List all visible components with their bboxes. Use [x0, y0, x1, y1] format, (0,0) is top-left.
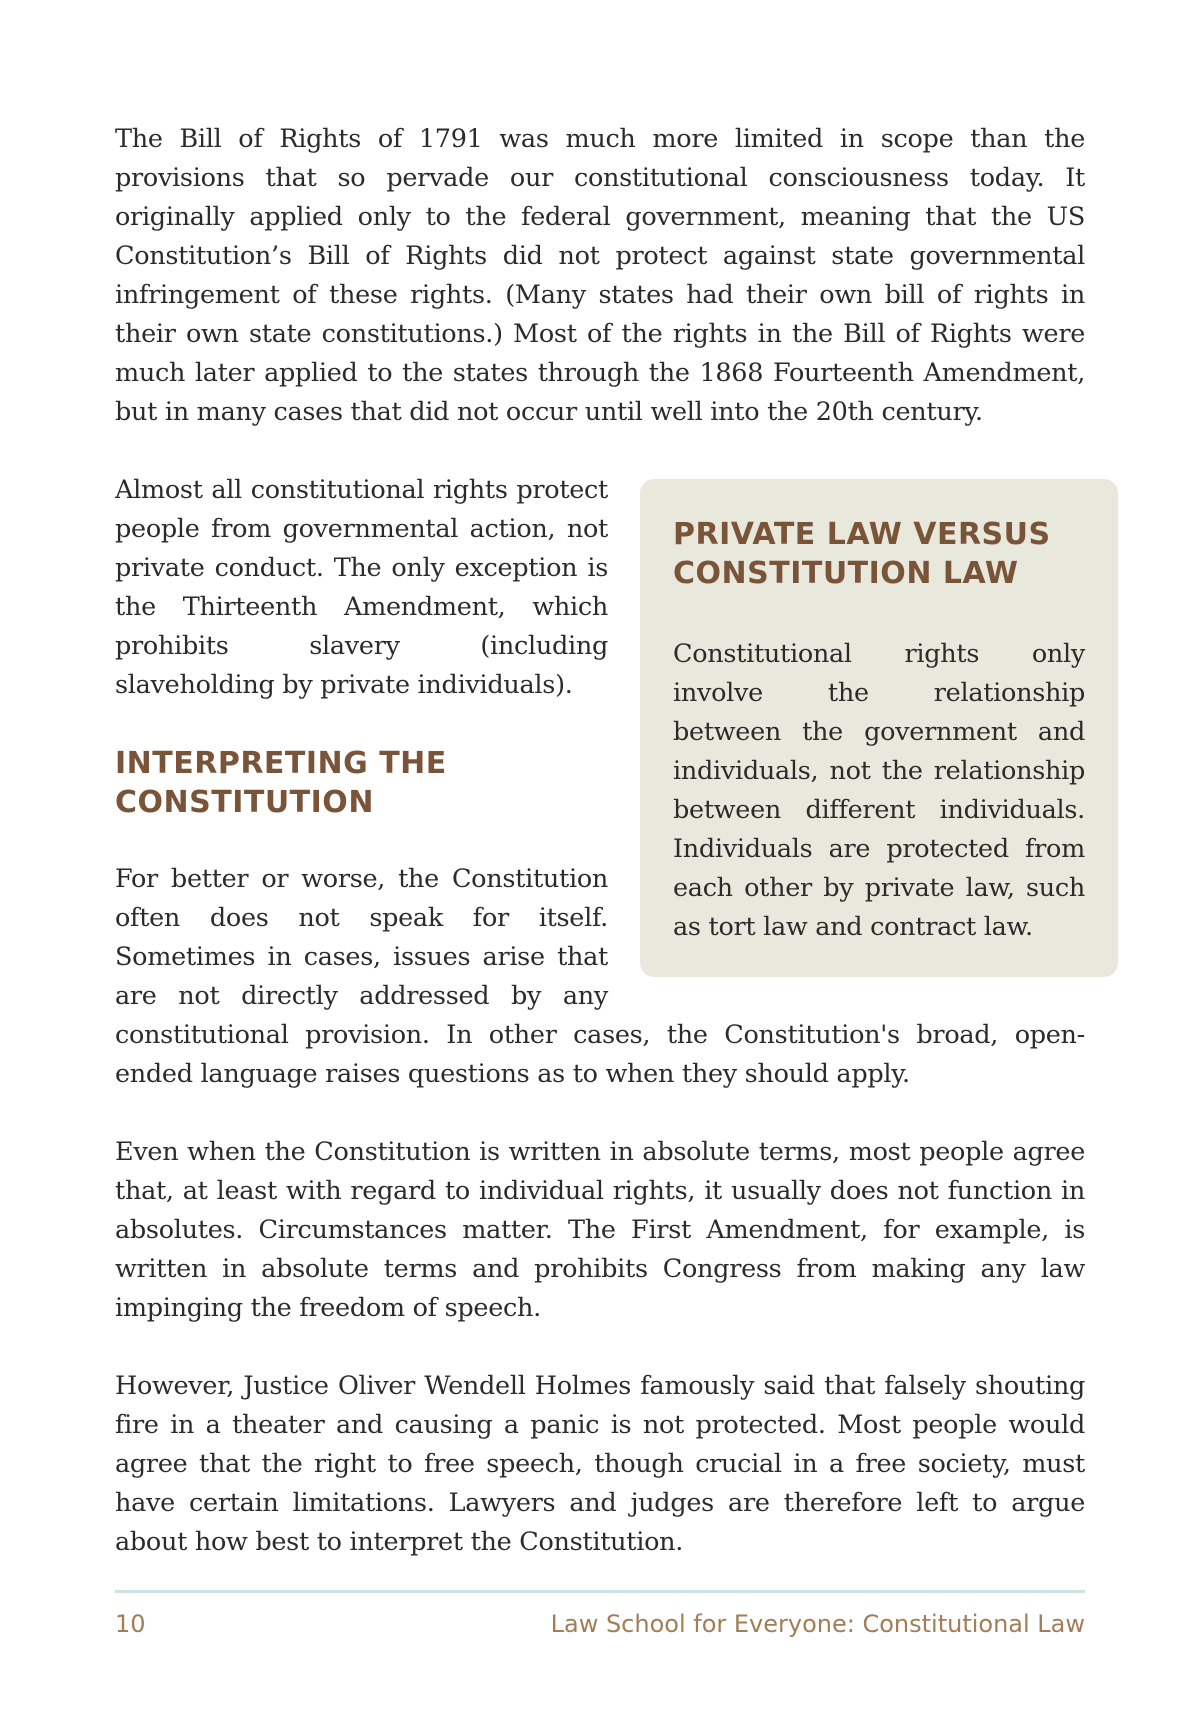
section-heading: INTERPRETING THE CONSTITUTION: [115, 746, 447, 820]
body-paragraph-5: However, Justice Oliver Wendell Holmes famously said that falsely shouting fire in a theater and causing a panic is not protected. Most people would agree that the right to free speech, though crucial in a free society, must have certain limitations. Lawyers and judges are therefore left to argue about how best to interpret the Constitution.: [115, 1371, 1085, 1557]
page-content: [115, 120, 1085, 1562]
body-paragraph-2: Almost all constitutional rights protect people from governmental action, not private conduct. The only exception is the Thirteenth Amendment, which prohibits slavery (including slaveholding by private individuals).: [115, 475, 608, 700]
body-paragraph-1: The Bill of Rights of 1791 was much more limited in scope than the provisions that so pervade our constitutional consciousness today. It originally applied only to the federal government, meaning that the US Constitution’s Bill of Rights did not protect against state governmental infringement of these rights. (Many states had their own bill of rights in their own state constitutions.) Most of the rights in the Bill of Rights were much later applied to the states through the 1868 Fourteenth Amendment, but in many cases that did not occur until well into the 20th century.: [115, 124, 1085, 427]
page-number: 10: [115, 1610, 146, 1638]
footer-divider: [115, 1590, 1085, 1593]
sidebar-box: [640, 479, 1118, 977]
running-title: Law School for Everyone: Constitutional Law: [550, 1610, 1085, 1638]
body-paragraph-3: For better or worse, the Constitution often does not speak for itself. Sometimes in cases, issues arise that are not directly addressed by any constitutional provision. In other cases, the Constitution's broad, open-ended language raises questions as to when they should apply.: [115, 864, 1085, 1089]
sidebar-title: PRIVATE LAW VERSUS CONSTITUTION LAW: [673, 517, 1051, 591]
sidebar-text: Constitutional rights only involve the relationship between the government and individuals, not the relationship between different individuals. Individuals are protected from each other by private law, such as tort law and contract law.: [673, 639, 1085, 942]
page-footer: [115, 1606, 1085, 1642]
body-paragraph-4: Even when the Constitution is written in absolute terms, most people agree that, at least with regard to individual rights, it usually does not function in absolutes. Circumstances matter. The First Amendment, for example, is written in absolute terms and prohibits Congress from making any law impinging the freedom of speech.: [115, 1137, 1085, 1323]
